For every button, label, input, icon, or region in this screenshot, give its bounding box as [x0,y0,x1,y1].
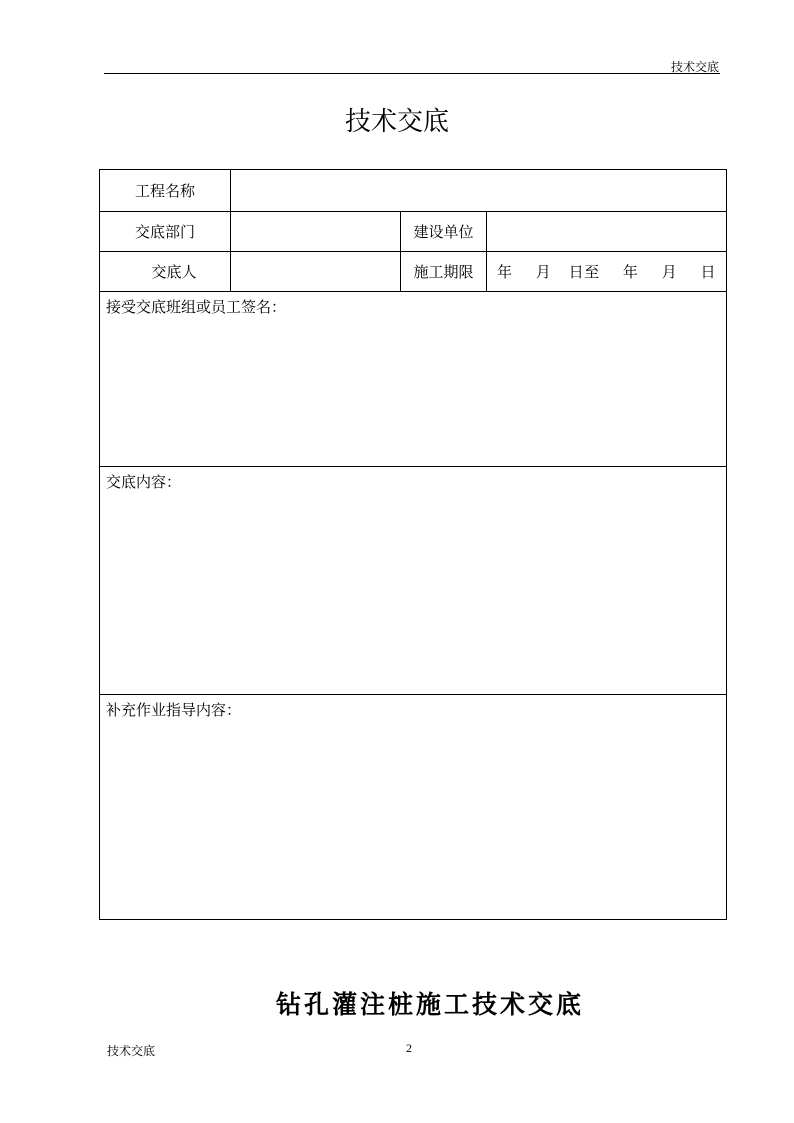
project-name-label: 工程名称 [100,170,231,212]
content-block[interactable] [100,467,727,695]
section-title: 钻孔灌注桩施工技术交底 [275,990,584,1019]
period-year-end: 年 [622,263,639,281]
signature-label: 接受交底班组或员工签名： [106,298,287,316]
running-header: 技术交底 [670,60,719,74]
header-rule [104,73,720,74]
running-footer: 技术交底 [107,1044,156,1058]
department-field[interactable] [231,212,401,252]
period-label: 施工期限 [401,252,487,292]
period-month-end: 月 [661,263,678,281]
period-field[interactable] [487,252,727,292]
page-number: 2 [406,1041,412,1055]
project-name-field[interactable] [231,170,727,212]
construction-unit-label: 建设单位 [401,212,487,252]
content-label: 交底内容： [106,473,182,491]
period-year-start: 年 [497,263,513,281]
disclosure-form [99,169,727,920]
period-month-start: 月 [535,263,552,281]
page-title: 技术交底 [344,107,449,137]
signature-block[interactable] [100,292,727,467]
period-day-end: 日 [700,263,716,281]
presenter-label: 交底人 [100,252,231,292]
department-label: 交底部门 [100,212,231,252]
period-day-to: 日至 [568,263,600,281]
supplement-label: 补充作业指导内容： [106,701,242,719]
presenter-field[interactable] [231,252,401,292]
supplement-block[interactable] [100,695,727,920]
construction-unit-field[interactable] [487,212,727,252]
